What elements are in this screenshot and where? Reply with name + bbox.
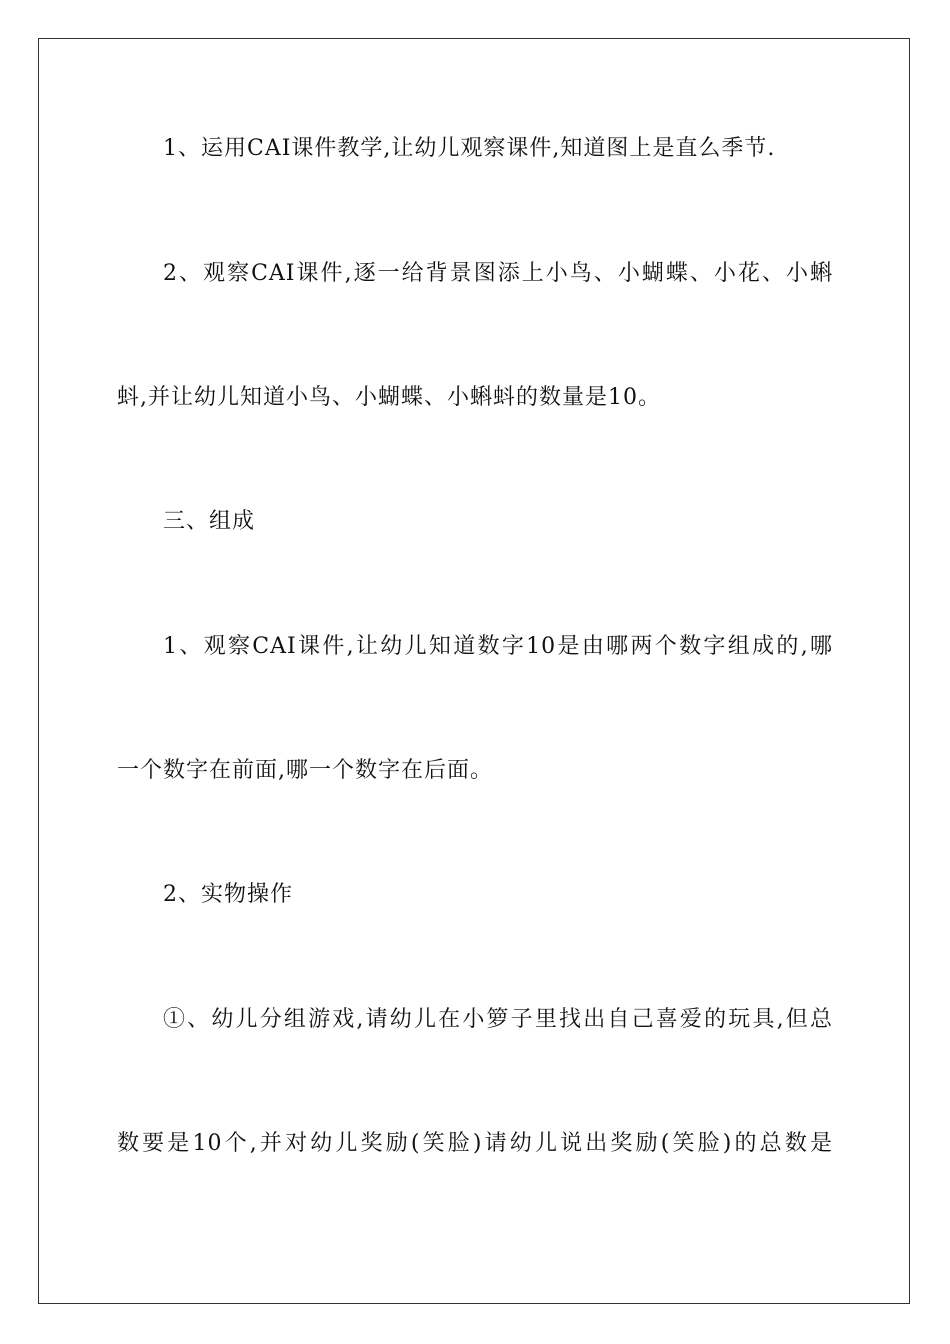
paragraph-line: 一个数字在前面,哪一个数字在后面。 (117, 758, 493, 783)
paragraph-line: 2、观察CAI课件,逐一给背景图添上小鸟、小蝴蝶、小花、小蝌 (163, 261, 833, 286)
paragraph-line: 蚪,并让幼儿知道小鸟、小蝴蝶、小蝌蚪的数量是10。 (117, 385, 661, 410)
paragraph-line: 1、观察CAI课件,让幼儿知道数字10是由哪两个数字组成的,哪 (163, 634, 833, 659)
paragraph-line: 1、运用CAI课件教学,让幼儿观察课件,知道图上是直么季节. (163, 136, 776, 161)
paragraph-line: 数要是10个,并对幼儿奖励(笑脸)请幼儿说出奖励(笑脸)的总数是 (117, 1131, 833, 1156)
paragraph-line: ①、幼儿分组游戏,请幼儿在小箩子里找出自己喜爱的玩具,但总 (163, 1007, 833, 1032)
subsection-heading: 2、实物操作 (163, 882, 293, 907)
page-border (38, 38, 910, 1304)
section-heading: 三、组成 (163, 509, 256, 534)
